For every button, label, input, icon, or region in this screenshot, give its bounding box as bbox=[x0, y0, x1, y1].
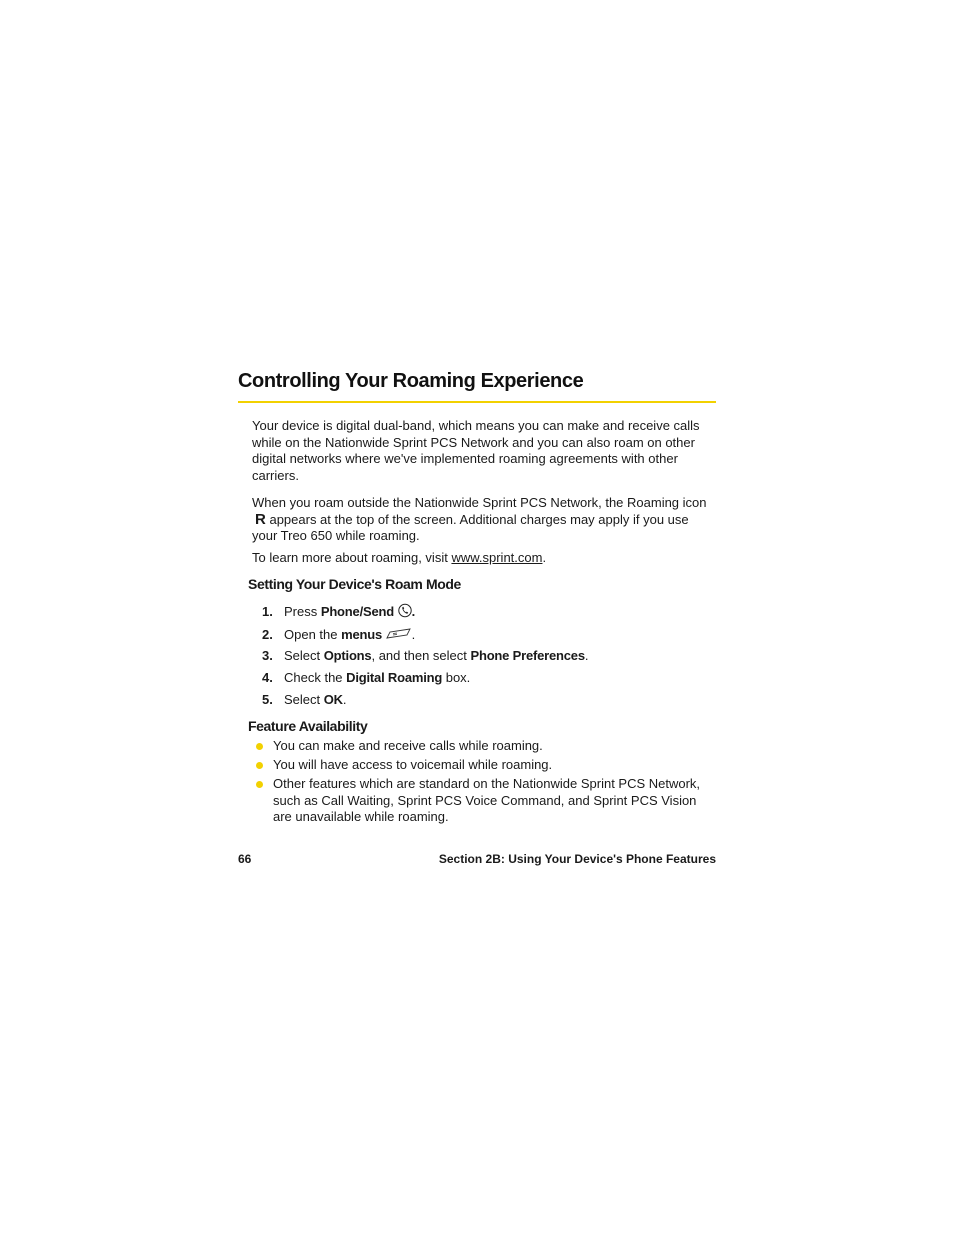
roaming-r-icon: R bbox=[255, 510, 266, 528]
step-end: . bbox=[411, 603, 416, 619]
sprint-link[interactable]: www.sprint.com bbox=[451, 550, 543, 565]
step-2 bbox=[262, 627, 712, 644]
step-end: . bbox=[342, 692, 347, 707]
intro-paragraph: Your device is digital dual-band, which means you can make and receive calls while on the Nationwide Sprint PCS Network and you can also roam on other digital networks where we've implemented roaming agreements with other carriers. bbox=[252, 418, 700, 483]
page-title: Controlling Your Roaming Experience bbox=[238, 370, 584, 392]
page-number: 66 bbox=[238, 852, 252, 866]
step-text: Check the bbox=[284, 670, 347, 685]
bullet-text: You can make and receive calls while roaming. bbox=[273, 738, 543, 753]
phone-send-icon bbox=[398, 603, 412, 622]
section-footer: Section 2B: Using Your Device's Phone Features bbox=[438, 852, 716, 866]
step-number: 1. bbox=[262, 603, 273, 619]
phone-preferences-label: Phone Preferences bbox=[470, 648, 585, 663]
learn-more-text: To learn more about roaming, visit bbox=[252, 550, 452, 565]
step-number: 2. bbox=[262, 627, 273, 642]
feature-bullet-2 bbox=[256, 757, 706, 774]
roaming-text-before: When you roam outside the Nationwide Sprint PCS Network, the Roaming icon bbox=[252, 495, 707, 510]
step-1 bbox=[262, 603, 712, 622]
feature-bullet-3 bbox=[256, 776, 706, 826]
title-rule bbox=[238, 401, 716, 403]
roaming-text-after: appears at the top of the screen. Additional charges may apply if you use your Treo 650 while roaming. bbox=[252, 511, 689, 543]
step-text: Press bbox=[284, 603, 321, 619]
menus-label: menus bbox=[341, 627, 383, 642]
bullet-dot-icon bbox=[256, 762, 263, 769]
bullet-dot-icon bbox=[256, 781, 263, 788]
step-text: Select bbox=[284, 692, 324, 707]
step-text: , and then select bbox=[371, 648, 471, 663]
step-text: Open the bbox=[284, 627, 342, 642]
step-end: . bbox=[584, 648, 589, 663]
feature-bullet-1 bbox=[256, 738, 706, 755]
step-number: 5. bbox=[262, 692, 273, 707]
ok-label: OK bbox=[323, 692, 343, 707]
options-label: Options bbox=[323, 648, 372, 663]
feature-availability-heading: Feature Availability bbox=[248, 718, 368, 734]
bullet-text: You will have access to voicemail while roaming. bbox=[273, 757, 553, 772]
bullet-dot-icon bbox=[256, 743, 263, 750]
roaming-paragraph bbox=[252, 495, 714, 545]
bullet-text: Other features which are standard on the Nationwide Sprint PCS Network, such as Call Waiting, Sprint PCS Voice Command, and Sprint PCS Vision are unavailable while roaming. bbox=[273, 776, 701, 824]
digital-roaming-label: Digital Roaming bbox=[346, 670, 443, 685]
step-4 bbox=[262, 670, 712, 686]
roam-mode-heading: Setting Your Device's Roam Mode bbox=[248, 576, 461, 592]
step-end: . bbox=[411, 627, 416, 642]
step-3 bbox=[262, 648, 712, 664]
menu-icon bbox=[386, 628, 412, 644]
learn-more-paragraph bbox=[252, 550, 714, 567]
phone-send-label: Phone/Send bbox=[320, 603, 394, 619]
step-end: box. bbox=[442, 670, 471, 685]
step-text: Select bbox=[284, 648, 324, 663]
step-number: 4. bbox=[262, 670, 273, 685]
learn-more-end: . bbox=[542, 550, 547, 565]
step-number: 3. bbox=[262, 648, 273, 663]
step-5 bbox=[262, 692, 712, 708]
